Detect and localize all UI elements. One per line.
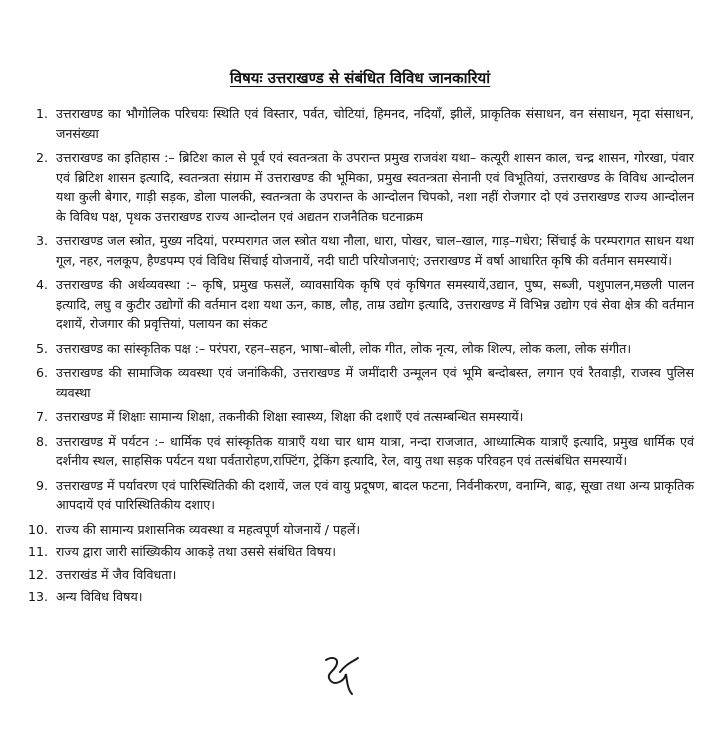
list-item	[22, 231, 694, 270]
list-item	[22, 520, 694, 540]
item-text: राज्य द्वारा जारी सांख्यिकीय आकड़े तथा उससे संबंधित विषय।	[56, 544, 337, 559]
page-title	[0, 68, 720, 88]
item-number: 4.	[35, 277, 48, 292]
list-item	[22, 339, 694, 359]
list-item	[22, 407, 694, 427]
item-number: 2.	[35, 150, 48, 165]
list-item	[22, 104, 694, 143]
item-number: 10.	[27, 521, 48, 537]
item-number: 8.	[35, 433, 48, 449]
item-text: राज्य की सामान्य प्रशासनिक व्यवस्था व महत्वपूर्ण योजनायें / पहलें।	[56, 521, 361, 537]
item-number: 13.	[27, 589, 48, 604]
item-number: 11.	[27, 544, 48, 559]
item-text: उत्तराखण्ड जल स्त्रोत, मुख्य नदियां, परम्परागत जल स्त्रोत यथा नौला, धारा, पोखर, चाल–खाल, गाड़–गधेरा; सिंचाई के परम्परागत साधन यथा गूल, नहर, नलकूप, हैण्डपम्प एवं विविध सिंचाई योजनायें, नदी घाटी परियोजनाएं; उत्तराखण्ड में वर्षा आधारित कृषि की वर्तमान समस्यायें।	[56, 233, 694, 268]
list-item	[22, 587, 694, 607]
item-text: उत्तराखण्ड की अर्थव्यवस्था :– कृषि, प्रमुख फसलें, व्यावसायिक कृषि एवं कृषिगत समस्यायें,उद्यान, पुष्प, सब्जी, पशुपालन,मछली पालन इत्यादि, लघु व कुटीर उद्योगों की वर्तमान दशा यथा ऊन, काष्ठ, लौह, ताम्र उद्योग इत्यादि, उत्तराखण्ड में विभिन्न उद्योग एवं सेवा क्षेत्र की वर्तमान दशायें, रोजगार की प्रवृत्तियां, पलायन का संकट	[56, 277, 694, 331]
item-text: उत्तराखण्ड का इतिहास :– ब्रिटिश काल से पूर्व एवं स्वतन्त्रता के उपरान्त प्रमुख राजवंश यथा– कत्यूरी शासन काल, चन्द्र शासन, गोरखा, पंवार एवं ब्रिटिश शासन इत्यादि, स्वतन्त्रता संग्राम में उत्तराखण्ड की भूमिका, प्रमुख स्वतन्त्रता सेनानी एवं विभूतियां, उत्तराखण्ड के विविध आन्दोलन यथा कुली बेगार, गाड़ी सड़क, डोला पालकी, स्वतन्त्रता के उपरान्त के आन्दोलन चिपको, नशा नहीं रोजगार दो एवं उत्तराखण्ड राज्य आन्दोलन के विविध पक्ष, पृथक उत्तराखण्ड राज्य आन्दोलन एवं अद्यतन राजनैतिक घटनाक्रम	[56, 150, 694, 224]
list-item	[22, 542, 694, 562]
item-number: 9.	[35, 477, 48, 493]
title-text: विषयः उत्तराखण्ड से संबंधित विविध जानकारियां	[229, 69, 491, 87]
list-item	[22, 148, 694, 226]
item-number: 3.	[35, 233, 48, 248]
list-item	[22, 476, 694, 515]
item-text: अन्य विविध विषय।	[56, 589, 143, 604]
item-text: उत्तराखण्ड की सामाजिक व्यवस्था एवं जनांकिकी, उत्तराखण्ड में जमींदारी उन्मूलन एवं भूमि बन्दोबस्त, लगान एवं रैतवाड़ी, राजस्व पुलिस व्यवस्था	[56, 365, 694, 400]
item-text: उत्तराखण्ड में पर्यावरण एवं पारिस्थितिकी की दशायें, जल एवं वायु प्रदूषण, बादल फटना, निर्वनीकरण, वनाग्नि, बाढ़, सूखा तथा अन्य प्राकृतिक आपदायें एवं पारिस्थितिकीय दशाए।	[56, 477, 694, 512]
item-number: 7.	[35, 409, 48, 424]
topic-list	[22, 104, 694, 610]
item-number: 12.	[27, 566, 48, 582]
list-item	[22, 275, 694, 334]
signature	[318, 652, 366, 698]
item-number: 5.	[35, 340, 48, 356]
item-text: उत्तराखंड में जैव विविधता।	[56, 566, 177, 582]
item-text: उत्तराखण्ड में पर्यटन :– धार्मिक एवं सांस्कृतिक यात्राएँ यथा चार धाम यात्रा, नन्दा राजजात, आध्यात्मिक यात्राएँ इत्यादि, प्रमुख धार्मिक एवं दर्शनीय स्थल, साहसिक पर्यटन यथा पर्वतारोहण,राफ्टिंग, ट्रेकिंग इत्यादि, रेल, वायु तथा सड़क परिवहन एवं तत्संबंधित समस्यायें।	[56, 433, 694, 468]
list-item	[22, 432, 694, 471]
list-item	[22, 565, 694, 585]
item-text: उत्तराखण्ड का सांस्कृतिक पक्ष :– परंपरा, रहन–सहन, भाषा–बोली, लोक गीत, लोक नृत्य, लोक शिल्प, लोक कला, लोक संगीत।	[56, 340, 632, 356]
list-item	[22, 363, 694, 402]
item-number: 6.	[35, 365, 48, 380]
item-number: 1.	[35, 106, 48, 121]
item-text: उत्तराखण्ड का भौगोलिक परिचयः स्थिति एवं विस्तार, पर्वत, चोटियां, हिमनद, नदियाँ, झीलें, प्राकृतिक संसाधन, वन संसाधन, मृदा संसाधन, जनसंख्या	[56, 106, 694, 141]
item-text: उत्तराखण्ड में शिक्षाः सामान्य शिक्षा, तकनीकी शिक्षा स्वास्थ्य, शिक्षा की दशाएँ एवं तत्सम्बन्धित समस्यायें।	[56, 409, 524, 424]
